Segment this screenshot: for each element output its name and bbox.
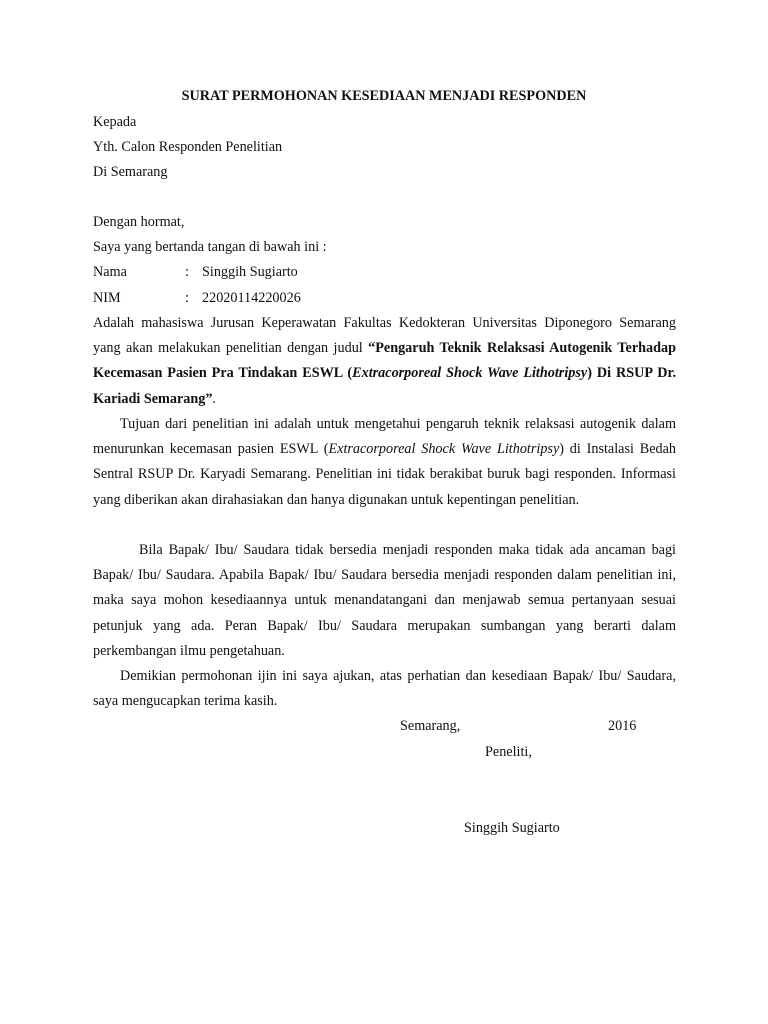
nim-value: 22020114220026	[202, 290, 301, 306]
paragraph-3: Bila Bapak/ Ibu/ Saudara tidak bersedia menjadi responden maka tidak ada ancaman bagi Bapak/ Ibu/ Saudara. Apabila Bapak/ Ibu/ Saudara bersedia menjadi responden dalam penelitian ini, maka saya mohon kesediaannya untuk menandatangani dan menjawab semua pertanyaan sesuai petunjuk yang ada. Peran Bapak/ Ibu/ Saudara merupakan sumbangan yang berarti dalam perkembangan ilmu pengetahuan.	[93, 542, 676, 659]
research-title-open: “Pengaruh Teknik Relaksasi Autogenik Terhadap Kecemasan Pasien Pra Tindakan ESWL (	[93, 340, 676, 382]
name-label: Nama	[93, 264, 127, 280]
closing-role: Peneliti,	[485, 744, 532, 760]
name-value: Singgih Sugiarto	[202, 264, 298, 280]
paragraph-2-italic: Extracorporeal Shock Wave Lithotripsy	[328, 441, 560, 458]
paragraph-4: Demikian permohonan ijin ini saya ajukan, atas perhatian dan kesediaan Bapak/ Ibu/ Saudara, saya mengucapkan terima kasih.	[93, 668, 676, 710]
paragraph-1-end: .	[212, 390, 216, 407]
recipient-line-3: Di Semarang	[93, 164, 168, 180]
name-colon: :	[185, 264, 189, 280]
paragraph-2	[93, 412, 676, 513]
nim-label: NIM	[93, 290, 121, 306]
paragraph-1	[93, 311, 676, 412]
research-title-close: ) Di RSUP Dr. Kariadi Semarang”	[93, 365, 676, 407]
letter-title-text: SURAT PERMOHONAN KESEDIAAN MENJADI RESPONDEN	[181, 88, 587, 104]
research-title-italic: Extracorporeal Shock Wave Lithotripsy	[352, 365, 588, 382]
signer-name: Singgih Sugiarto	[464, 820, 560, 836]
paragraph-1-text: Adalah mahasiswa Jurusan Keperawatan Fakultas Kedokteran Universitas Diponegoro Semarang yang akan melakukan penelitian dengan judul	[93, 315, 676, 357]
nim-colon: :	[185, 290, 189, 306]
recipient-line-2: Yth. Calon Responden Penelitian	[93, 139, 283, 155]
closing-year: 2016	[608, 718, 637, 734]
greeting: Dengan hormat,	[93, 214, 185, 230]
recipient-line-1: Kepada	[93, 114, 137, 130]
paragraph-2-part-1: Tujuan dari penelitian ini adalah untuk mengetahui pengaruh teknik relaksasi autogenik dalam menurunkan kecemasan pasien ESWL (	[93, 416, 676, 458]
letter-title	[0, 86, 768, 106]
intro-line: Saya yang bertanda tangan di bawah ini :	[93, 239, 327, 255]
closing-place: Semarang,	[400, 718, 461, 734]
paragraph-2-part-2: ) di Instalasi Bedah Sentral RSUP Dr. Karyadi Semarang. Penelitian ini tidak berakibat buruk bagi responden. Informasi yang diberikan akan dirahasiakan dan hanya digunakan untuk kepentingan penelitian.	[93, 441, 676, 508]
